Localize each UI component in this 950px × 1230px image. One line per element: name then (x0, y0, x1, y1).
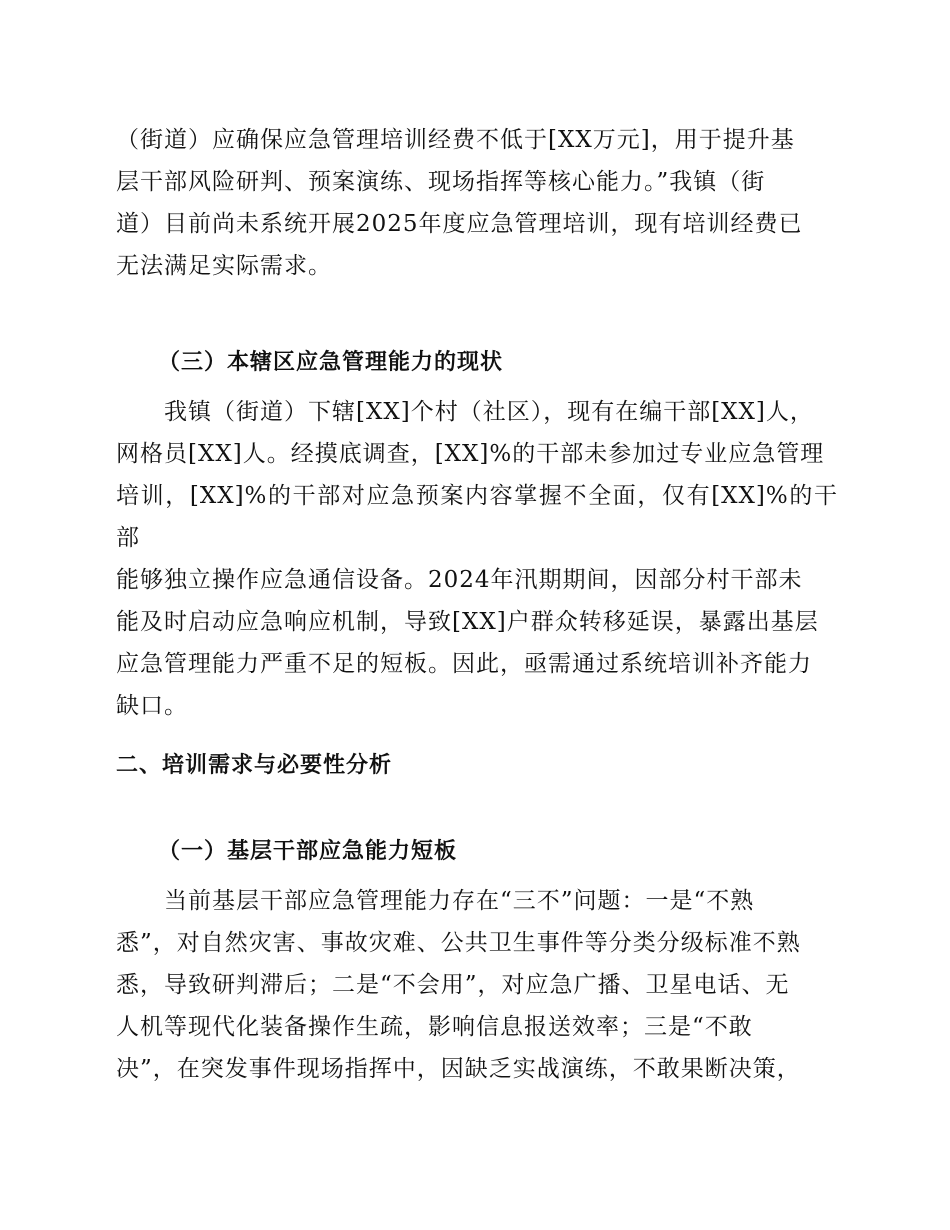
chapter-heading-training-needs: 二、培训需求与必要性分析 (116, 753, 393, 778)
section-heading-capability-gaps: （一）基层干部应急能力短板 (158, 839, 458, 864)
paragraph-funding: （街道）应确保应急管理培训经费不低于[XX万元]，用于提升基 层干部风险研判、预案演练、现场指挥等核心能力。”我镇（街 道）目前尚未系统开展2025年度应急管理培训，现有培训经费已 无法满足实际需求。 (116, 127, 803, 279)
paragraph-current-status: 我镇（街道）下辖[XX]个村（社区），现有在编干部[XX]人， 网格员[XX]人。经摸底调查，[XX]%的干部未参加过专业应急管理 培训，[XX]%的干部对应急预案内容掌握不全面，仅有[XX]%的干部 能够独立操作应急通信设备。2024年汛期期间，因部分村干部未 能及时启动应急响应机制，导致[XX]户群众转移延误，暴露出基层 应急管理能力严重不足的短板。因此，亟需通过系统培训补齐能力 缺口。 (116, 399, 838, 719)
paragraph-capability-gaps: 当前基层干部应急管理能力存在“三不”问题：一是“不熟 悉”，对自然灾害、事故灾难、公共卫生事件等分类分级标准不熟 悉，导致研判滞后；二是“不会用”，对应急广播、卫星电话、无 人机等现代化装备操作生疏，影响信息报送效率；三是“不敢 决”，在突发事件现场指挥中，因缺乏实战演练，不敢果断决策， (116, 888, 801, 1082)
section-heading-current-status: （三）本辖区应急管理能力的现状 (158, 350, 504, 375)
